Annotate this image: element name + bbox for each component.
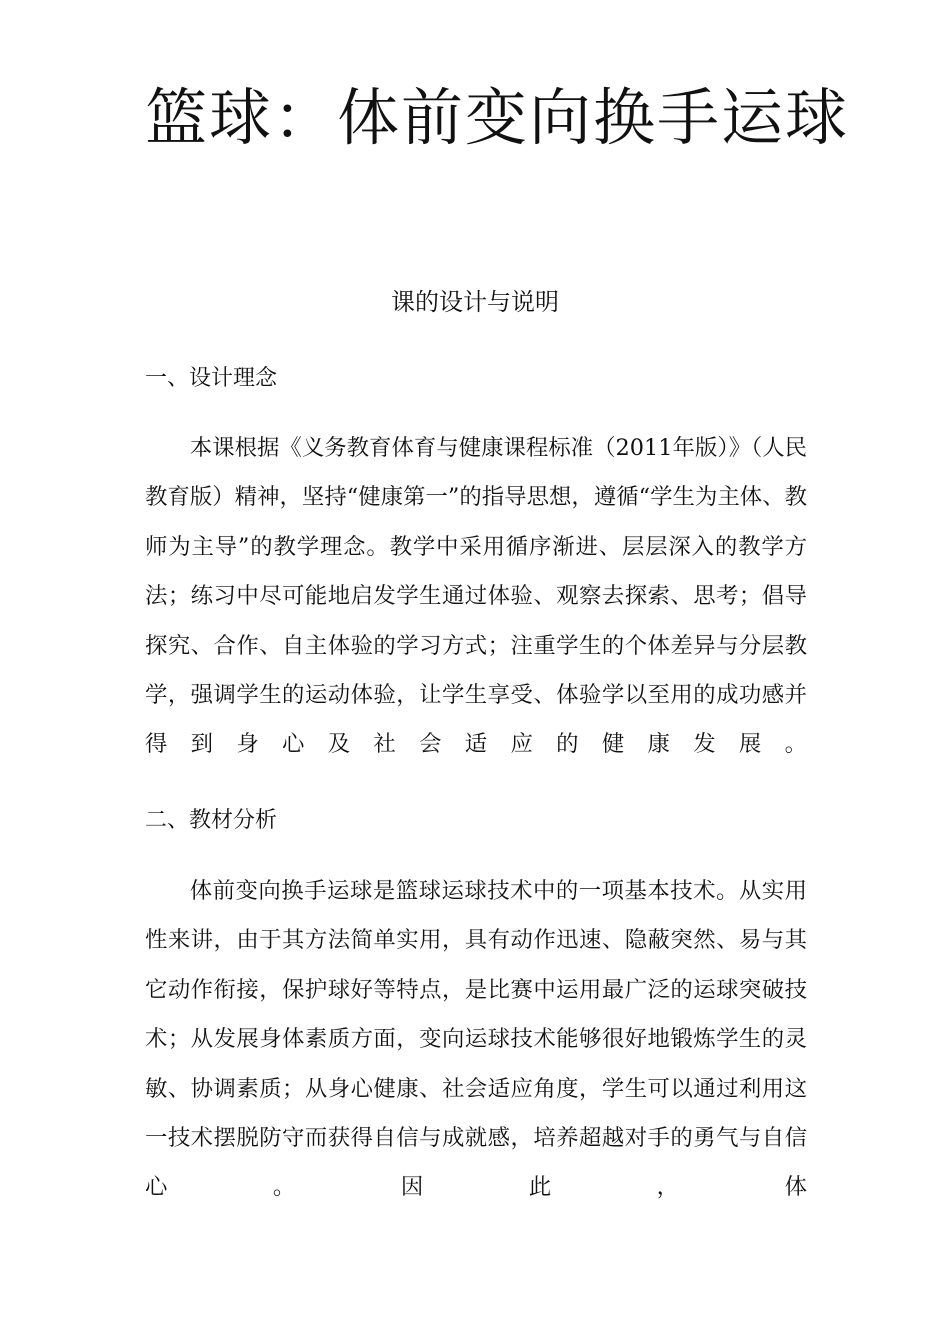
document-subtitle: 课的设计与说明 — [391, 288, 559, 316]
section-paragraph-material-analysis: 体前变向换手运球是篮球运球技术中的一项基本技术。从实用性来讲，由于其方法简单实用，具有动作迅速、隐蔽突然、易与其它动作衔接，保护球好等特点，是比赛中运用最广泛的运球突破技术；从发展身体素质方面，变向运球技术能够很好地锻炼学生的灵敏、协调素质；从身心健康、社会适应角度，学生可以通过利用这一技术摆脱防守而获得自信与成就感，培养超越对手的勇气与自信心。因此，体 — [145, 878, 807, 1201]
section-heading-design-concept: 一、设计理念 — [145, 366, 278, 391]
section-paragraph-design-concept: 本课根据《义务教育体育与健康课程标准（2011年版）》（人民教育版）精神，坚持“健康第一”的指导思想，遵循“学生为主体、教师为主导”的教学理念。教学中采用循序渐进、层层深入的教学方法；练习中尽可能地启发学生通过体验、观察去探索、思考；倡导探究、合作、自主体验的学习方式；注重学生的个体差异与分层教学，强调学生的运动体验，让学生享受、体验学以至用的成功感并得到身心及社会适应的健康发展。 — [145, 435, 807, 758]
document-title: 篮球：体前变向换手运球 — [145, 81, 850, 154]
section-heading-material-analysis: 二、教材分析 — [145, 808, 278, 833]
